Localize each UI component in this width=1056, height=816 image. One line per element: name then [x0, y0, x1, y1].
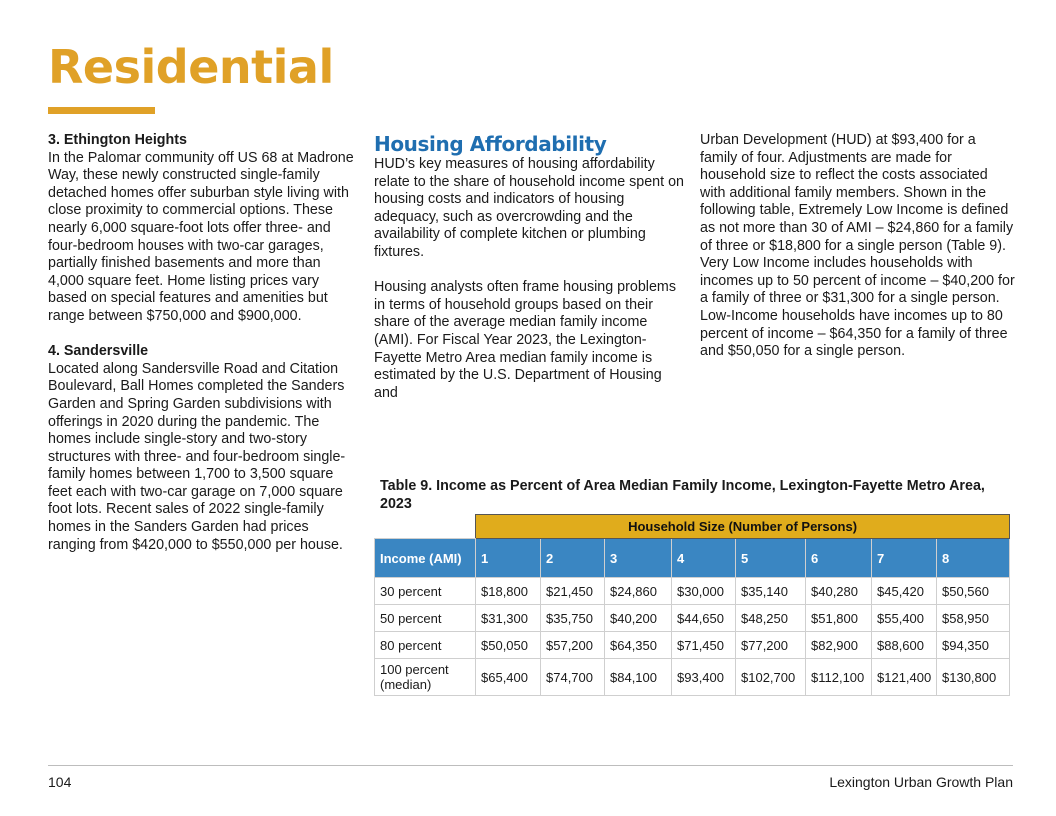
affordability-paragraph-1: HUD’s key measures of housing affordability relate to the share of household income spent on housing costs and indicators of housing adequacy, such as overcrowding and the availability of complete kitchen or plumbing fixtures. [374, 156, 684, 260]
household-size-header: Household Size (Number of Persons) [476, 515, 1010, 539]
page-title: Residential [48, 40, 334, 94]
column-header: 3 [605, 539, 672, 578]
document-title: Lexington Urban Growth Plan [829, 774, 1013, 790]
income-table [374, 514, 1010, 696]
table-cell: $58,950 [937, 605, 1010, 632]
row-label: 80 percent [375, 632, 476, 659]
column-header: 5 [736, 539, 806, 578]
column-middle [374, 132, 686, 402]
title-underline [48, 107, 155, 114]
paragraph-gap [48, 326, 358, 344]
sandersville-body: Located along Sandersville Road and Citation Boulevard, Ball Homes completed the Sanders Garden and Spring Garden subdivisions with offerings in 2020 during the pandemic. The homes include single-story and two-story structures with three- and four-bedroom single-family homes between 1,700 to 3,500 square feet each with two-car garage on 7,000 square foot lots. Recent sales of 2022 single-family homes in the Sanders Garden had prices ranging from $420,000 to $550,000 per house. [48, 360, 346, 553]
ethington-heading: 3. Ethington Heights [48, 132, 187, 148]
table-cell: $44,650 [672, 605, 736, 632]
income-ami-header: Income (AMI) [375, 539, 476, 578]
column-header: 6 [806, 539, 872, 578]
table-cell: $40,280 [806, 578, 872, 605]
table-cell: $50,560 [937, 578, 1010, 605]
table-cell: $64,350 [605, 632, 672, 659]
table-caption: Table 9. Income as Percent of Area Median Family Income, Lexington-Fayette Metro Area, 2023 [380, 478, 985, 512]
table-cell: $48,250 [736, 605, 806, 632]
table-cell: $102,700 [736, 659, 806, 696]
table-group-header-row [375, 515, 1010, 539]
table-cell: $40,200 [605, 605, 672, 632]
table-cell: $94,350 [937, 632, 1010, 659]
table-cell: $121,400 [872, 659, 937, 696]
table-cell: $24,860 [605, 578, 672, 605]
affordability-paragraph-2: Housing analysts often frame housing problems in terms of household groups based on their share of the average median family income (AMI). For Fiscal Year 2023, the Lexington-Fayette Metro Area median family income is estimated by the U.S. Department of Housing and [374, 279, 676, 401]
page-number: 104 [48, 774, 72, 790]
table-row [375, 605, 1010, 632]
column-header: 8 [937, 539, 1010, 578]
table-cell: $71,450 [672, 632, 736, 659]
table-cell: $21,450 [541, 578, 605, 605]
table-cell: $35,140 [736, 578, 806, 605]
column-right [700, 132, 1016, 361]
table-cell: $18,800 [476, 578, 541, 605]
table-row [375, 632, 1010, 659]
table-row [375, 578, 1010, 605]
table-cell: $112,100 [806, 659, 872, 696]
table-cell: $31,300 [476, 605, 541, 632]
column-header: 2 [541, 539, 605, 578]
table-cell: $50,050 [476, 632, 541, 659]
ethington-body: In the Palomar community off US 68 at Madrone Way, these newly constructed single-family detached homes offer suburban style living with close proximity to commercial options. These nearly 6,000 square-foot lots offer three- and four-bedroom houses with two-car garages, partially finished basements and more than 4,000 square feet. Home listing prices vary based on special features and amenities but range between $750,000 and $900,000. [48, 149, 354, 324]
table-cell: $84,100 [605, 659, 672, 696]
column-header: 4 [672, 539, 736, 578]
table-cell: $57,200 [541, 632, 605, 659]
table-cell: $88,600 [872, 632, 937, 659]
table-cell: $51,800 [806, 605, 872, 632]
table-cell: $65,400 [476, 659, 541, 696]
housing-affordability-heading: Housing Affordability [374, 132, 607, 156]
table-cell: $130,800 [937, 659, 1010, 696]
table-row [375, 659, 1010, 696]
row-label: 50 percent [375, 605, 476, 632]
row-label: 100 percent (median) [375, 659, 476, 696]
column-left [48, 132, 358, 554]
table-cell: $74,700 [541, 659, 605, 696]
table-cell: $30,000 [672, 578, 736, 605]
table-cell: $77,200 [736, 632, 806, 659]
table-cell: $45,420 [872, 578, 937, 605]
sandersville-heading: 4. Sandersville [48, 343, 149, 360]
column-header: 7 [872, 539, 937, 578]
table-corner-cell [375, 515, 476, 539]
table-column-header-row [375, 539, 1010, 578]
row-label: 30 percent [375, 578, 476, 605]
table-cell: $93,400 [672, 659, 736, 696]
footer-divider [48, 765, 1013, 766]
table-cell: $82,900 [806, 632, 872, 659]
affordability-paragraph-3: Urban Development (HUD) at $93,400 for a family of four. Adjustments are made for household size to reflect the costs associated with additional family members. Shown in the following table, Extremely Low Income is defined as not more than 30 of AMI – $24,860 for a family of three or $18,800 for a single person (Table 9). Very Low Income includes households with incomes up to 50 percent of income – $40,200 for a family of three or $31,300 for a single person. Low-Income households have incomes up to 80 percent of income – $64,350 for a family of three and $50,050 for a single person. [700, 132, 1015, 360]
column-header: 1 [476, 539, 541, 578]
paragraph-gap [374, 262, 686, 280]
table-cell: $35,750 [541, 605, 605, 632]
table-cell: $55,400 [872, 605, 937, 632]
